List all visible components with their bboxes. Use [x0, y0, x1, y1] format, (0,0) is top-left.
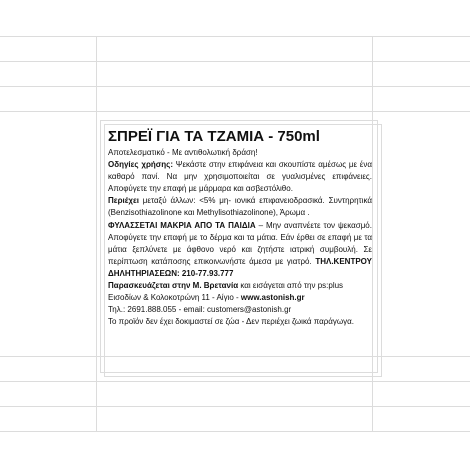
disclaimer: Το προϊόν δεν έχει δοκιμαστεί σε ζώα - Δεν περιέχει ζωικά παράγωγα.	[108, 317, 355, 327]
contains-text: μεταξύ άλλων: <5% μη- ιονικά επιφανειοδρασικά. Συντηρητικά (Benzisothiazolinone και Methylisothiazolinone), Άρωμα .	[108, 196, 372, 218]
warning-label: ΦΥΛΑΣΣΕΤΑΙ ΜΑΚΡΙΑ ΑΠΟ ΤΑ ΠΑΙΔΙΑ	[108, 220, 256, 230]
ingredients	[108, 195, 372, 219]
contains-label: Περιέχει	[108, 196, 139, 206]
usage-instructions	[108, 159, 372, 195]
product-label	[108, 128, 372, 328]
usage-label: Οδηγίες χρήσης:	[108, 160, 173, 170]
contact-line: Τηλ.: 2691.888.055 - email: customers@astonish.gr	[108, 305, 292, 315]
made-label: Παρασκευάζεται στην Μ. Βρετανία	[108, 281, 239, 291]
product-title: ΣΠΡΕΪ ΓΙΑ ΤΑ ΤΖΑΜΙΑ - 750ml	[108, 128, 320, 145]
website: www.astonish.gr	[240, 293, 305, 303]
safety-warning	[108, 220, 372, 280]
tagline: Αποτελεσματικό - Με αντιθολωτική δράση!	[108, 148, 258, 157]
poison-center: ΤΗΛ.ΚΕΝΤΡΟΥ ΔΗΛΗΤΗΡΙΑΣΕΩΝ: 210-77.93.777	[108, 256, 372, 278]
warning-text: – Μην αναπνέετε τον ψεκασμό. Αποφύγετε την επαφή με το δέρμα και τα μάτια. Εάν έρθει σε επαφή με τα μάτια ξεπλύνετε με άφθονο νερό και ζητήστε ιατρική συμβουλή. Σε περίπτωση κατάποσης επικοινωνήστε άμεσα με γιατρό.	[108, 220, 372, 266]
made-text: και εισάγεται από την ps:plus	[238, 281, 344, 291]
address: Εισοδίων & Κολοκοτρώνη 11 - Αίγιο -	[108, 293, 241, 303]
usage-text: Ψεκάστε στην επιφάνεια και σκουπίστε αμέσως με ένα καθαρό πανί. Να μην χρησιμοποιείται σε γυαλισμένες επιφάνειες. Αποφύγετε την επαφή με μάρμαρα και ασβεστόλιθο.	[108, 160, 372, 194]
origin	[108, 280, 372, 292]
address-line	[108, 292, 372, 304]
